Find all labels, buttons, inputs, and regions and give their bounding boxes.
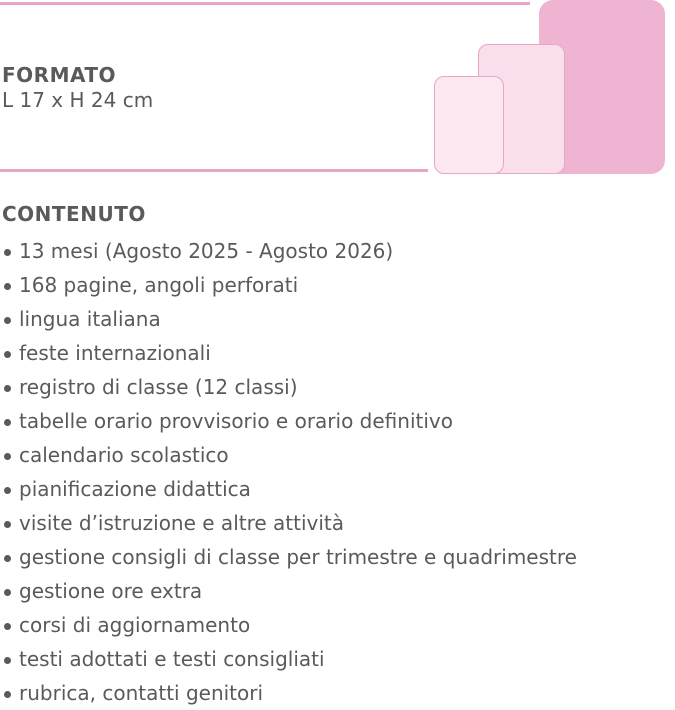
list-item: pianificazione didattica <box>2 472 674 506</box>
format-heading: FORMATO <box>2 63 117 87</box>
format-section <box>2 63 153 113</box>
middle-divider <box>0 169 428 172</box>
content-list <box>2 234 674 710</box>
list-item: registro di classe (12 classi) <box>2 370 674 404</box>
content-heading: CONTENUTO <box>2 202 146 226</box>
list-item: lingua italiana <box>2 302 674 336</box>
list-item: tabelle orario provvisorio e orario definitivo <box>2 404 674 438</box>
list-item: 13 mesi (Agosto 2025 - Agosto 2026) <box>2 234 674 268</box>
list-item: testi adottati e testi consigliati <box>2 642 674 676</box>
list-item: gestione consigli di classe per trimestre e quadrimestre <box>2 540 674 574</box>
content-section <box>2 202 674 710</box>
list-item: 168 pagine, angoli perforati <box>2 268 674 302</box>
page-sizes-illustration <box>434 0 675 176</box>
list-item: gestione ore extra <box>2 574 674 608</box>
list-item: calendario scolastico <box>2 438 674 472</box>
list-item: visite d’istruzione e altre attività <box>2 506 674 540</box>
list-item: rubrica, contatti genitori <box>2 676 674 710</box>
small-page-shape <box>434 76 504 174</box>
format-dimensions: L 17 x H 24 cm <box>2 88 154 112</box>
list-item: corsi di aggiornamento <box>2 608 674 642</box>
list-item: feste internazionali <box>2 336 674 370</box>
